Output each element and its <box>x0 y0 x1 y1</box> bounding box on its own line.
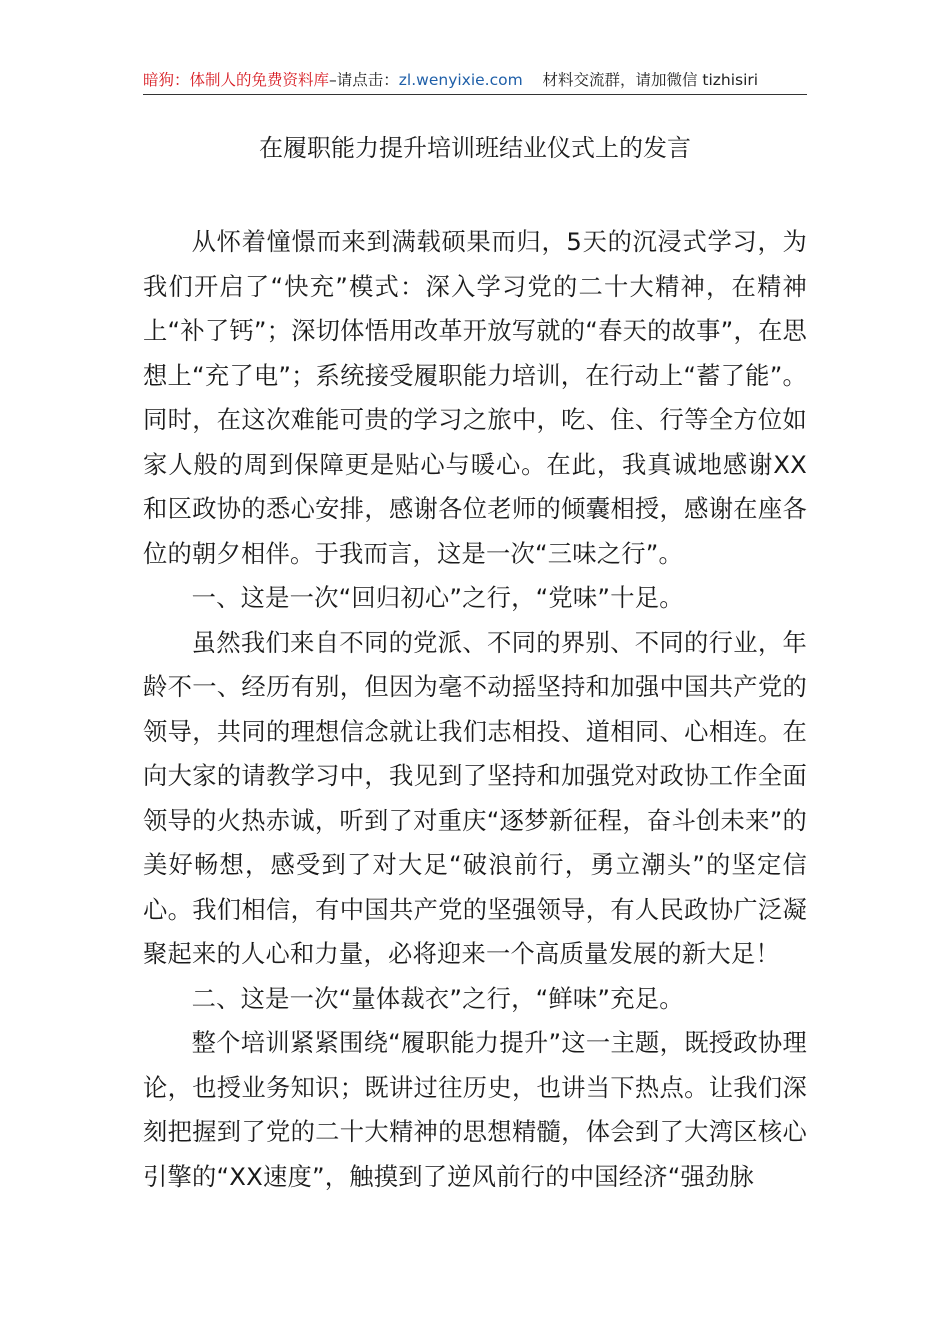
section-heading-2: 二、这是一次“量体裁衣”之行，“鲜味”充足。 <box>191 983 684 1013</box>
header-brand: 暗狗：体制人的免费资料库 <box>143 71 330 89</box>
paragraph-intro: 从怀着憧憬而来到满载硕果而归，5天的沉浸式学习，为我们开启了“快充”模式：深入学习党的二十大精神，在精神上“补了钙”；深切体悟用改革开放写就的“春天的故事”，在思想上“充了电”；系统接受履职能力培训，在行动上“蓄了能”。同时，在这次难能可贵的学习之旅中，吃、住、行等全方位如家人般的周到保障更是贴心与暖心。在此，我真诚地感谢XX和区政协的悉心安排，感谢各位老师的倾囊相授，感谢在座各位的朝夕相伴。于我而言，这是一次“三味之行”。 <box>143 227 807 568</box>
paragraph-section-1: 虽然我们来自不同的党派、不同的界别、不同的行业，年龄不一、经历有别，但因为毫不动摇坚持和加强中国共产党的领导，共同的理想信念就让我们志相投、道相同、心相连。在向大家的请教学习中，我见到了坚持和加强党对政协工作全面领导的火热赤诚，听到了对重庆“逐梦新征程，奋斗创未来”的美好畅想，感受到了对大足“破浪前行，勇立潮头”的坚定信心。我们相信，有中国共产党的坚强领导，有人民政协广泛凝聚起来的人心和力量，必将迎来一个高质量发展的新大足！ <box>143 627 807 968</box>
document-title: 在履职能力提升培训班结业仪式上的发言 <box>259 134 691 162</box>
section-heading-1: 一、这是一次“回归初心”之行，“党味”十足。 <box>191 583 684 612</box>
header-wechat-note <box>523 71 758 89</box>
document-body <box>143 220 807 1199</box>
header-wechat-text: 材料交流群，请加微信 tizhisiri <box>542 71 759 89</box>
paragraph-section-2: 整个培训紧紧围绕“履职能力提升”这一主题，既授政协理论，也授业务知识；既讲过往历史，也讲当下热点。让我们深刻把握到了党的二十大精神的思想精髓，体会到了大湾区核心引擎的“XX速度”，触摸到了逆风前行的中国经济“强劲脉 <box>143 1028 807 1191</box>
header-click-prompt: –请点击： <box>329 71 399 89</box>
header-link[interactable]: zl.wenyixie.com <box>398 71 523 89</box>
page-header <box>143 68 807 92</box>
header-divider <box>143 94 807 95</box>
